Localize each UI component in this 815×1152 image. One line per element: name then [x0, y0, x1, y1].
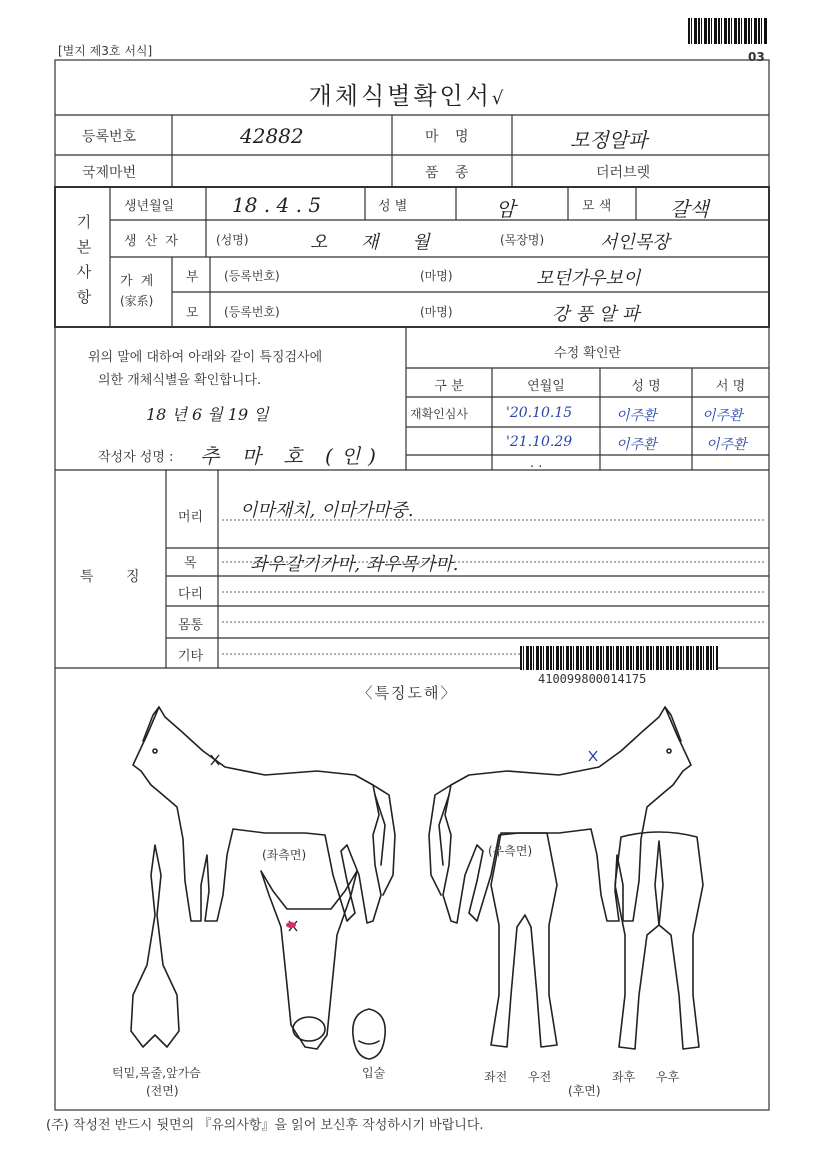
- producer-name-value: 오 재 월: [310, 232, 444, 253]
- producer-label: 생 산 자: [124, 234, 180, 249]
- dam-name-prefix: (마명): [420, 305, 453, 319]
- front-legs-view: [491, 833, 557, 1047]
- reg-no-label: 등록번호: [82, 129, 137, 145]
- feature-legs-label: 다리: [178, 587, 204, 602]
- horse-diagrams: [55, 695, 769, 1107]
- feature-head-label: 머리: [178, 510, 204, 525]
- revision-row1-name: 이주환: [616, 408, 657, 424]
- dam-reg-prefix: (등록번호): [224, 305, 280, 319]
- left-side-caption: (좌측면): [262, 848, 307, 862]
- sire-name-value: 모던가우보이: [536, 268, 641, 289]
- revision-header-date: 연월일: [527, 379, 565, 394]
- footer-note: (주) 작성전 반드시 뒷면의 『유의사항』을 읽어 보신후 작성하시기 바랍니다.: [46, 1118, 484, 1133]
- sire-label: 부: [186, 270, 199, 285]
- sex-label: 성 별: [378, 199, 408, 214]
- horse-name-label: 마 명: [425, 129, 475, 145]
- lineage-sub: (家系): [120, 294, 154, 308]
- farm-value: 서인목장: [600, 232, 670, 253]
- rear-legs-view: [615, 832, 703, 1049]
- breed-value: 더러브렛: [596, 165, 651, 181]
- feature-body-label: 몸통: [178, 618, 204, 633]
- revision-row1-type: 재확인심사: [410, 407, 468, 421]
- rear-label: (후면): [568, 1084, 601, 1098]
- revision-row3-date: . .: [530, 456, 543, 471]
- intl-no-label: 국제마번: [82, 165, 137, 181]
- head-mark-dot: [286, 922, 296, 928]
- feature-barcode: [520, 646, 718, 670]
- right-rear-caption: 우후: [656, 1070, 680, 1084]
- color-value: 갈색: [670, 197, 709, 221]
- form-id: [별지 제3호 서식]: [58, 44, 153, 58]
- lips-view: [353, 1009, 385, 1059]
- horse-name-value: 모정알파: [570, 128, 648, 152]
- reg-no-value: 42882: [240, 124, 304, 148]
- producer-name-prefix: (성명): [216, 233, 249, 247]
- revision-row1-sign: 이주환: [702, 408, 743, 424]
- writer-label: 작성자 성명 :: [98, 450, 174, 465]
- writer-value: 추 마 호 (인): [200, 444, 384, 468]
- revision-header-sign: 서 명: [715, 379, 746, 394]
- feature-barcode-number: 410099800014175: [538, 672, 647, 686]
- left-side-horse: [133, 707, 395, 923]
- sire-name-prefix: (마명): [420, 269, 453, 283]
- lineage-label: 가 계: [120, 274, 156, 289]
- revision-row2-name: 이주환: [616, 437, 657, 453]
- right-front-caption: 우전: [528, 1070, 552, 1084]
- features-section-label: 특 징: [80, 569, 154, 585]
- diagram-title: 〈특징도해〉: [357, 684, 458, 702]
- page-code: 03: [748, 50, 765, 64]
- sire-reg-prefix: (등록번호): [224, 269, 280, 283]
- breed-label: 품 종: [425, 165, 475, 181]
- confirm-text-line1: 위의 말에 대하여 아래와 같이 특징검사에: [88, 350, 323, 365]
- dam-name-value: 강풍알파: [552, 304, 646, 325]
- revision-title: 수정 확인란: [554, 346, 621, 361]
- page-title: 개체식별확인서√: [308, 82, 507, 110]
- revision-header-name: 성 명: [631, 379, 661, 394]
- feature-other-label: 기타: [178, 649, 204, 664]
- birth-label: 생년월일: [124, 199, 175, 214]
- color-label: 모 색: [582, 199, 612, 214]
- front-caption: 턱밑,목줄,앞가슴: [112, 1066, 201, 1080]
- confirm-date: 18 년 6 월 19 일: [146, 405, 269, 424]
- farm-prefix: (목장명): [500, 233, 545, 247]
- dam-label: 모: [186, 306, 199, 321]
- feature-neck-value: 좌우갈기가마, 좌우목가마.: [250, 554, 459, 575]
- front-head-view: [261, 871, 357, 1049]
- confirm-text-line2: 의한 개체식별을 확인합니다.: [98, 373, 262, 388]
- left-rear-caption: 좌후: [612, 1070, 636, 1084]
- basic-section-label: 기본사항: [76, 213, 92, 306]
- lips-caption: 입술: [362, 1066, 386, 1080]
- revision-row2-date: '21.10.29: [506, 434, 573, 450]
- birth-value: 18 . 4 . 5: [232, 193, 322, 217]
- left-front-caption: 좌전: [484, 1070, 508, 1084]
- feature-head-value: 이마재치, 이마가마중.: [240, 500, 414, 521]
- right-side-caption: (우측면): [488, 844, 533, 858]
- sex-value: 암: [496, 197, 516, 221]
- revision-row2-sign: 이주환: [706, 437, 747, 453]
- right-side-horse: [429, 707, 691, 923]
- front-label: (전면): [146, 1084, 179, 1098]
- revision-header-type: 구 분: [434, 379, 464, 394]
- front-neck-view: [131, 845, 179, 1047]
- revision-row1-date: '20.10.15: [506, 405, 573, 421]
- feature-neck-label: 목: [184, 556, 197, 571]
